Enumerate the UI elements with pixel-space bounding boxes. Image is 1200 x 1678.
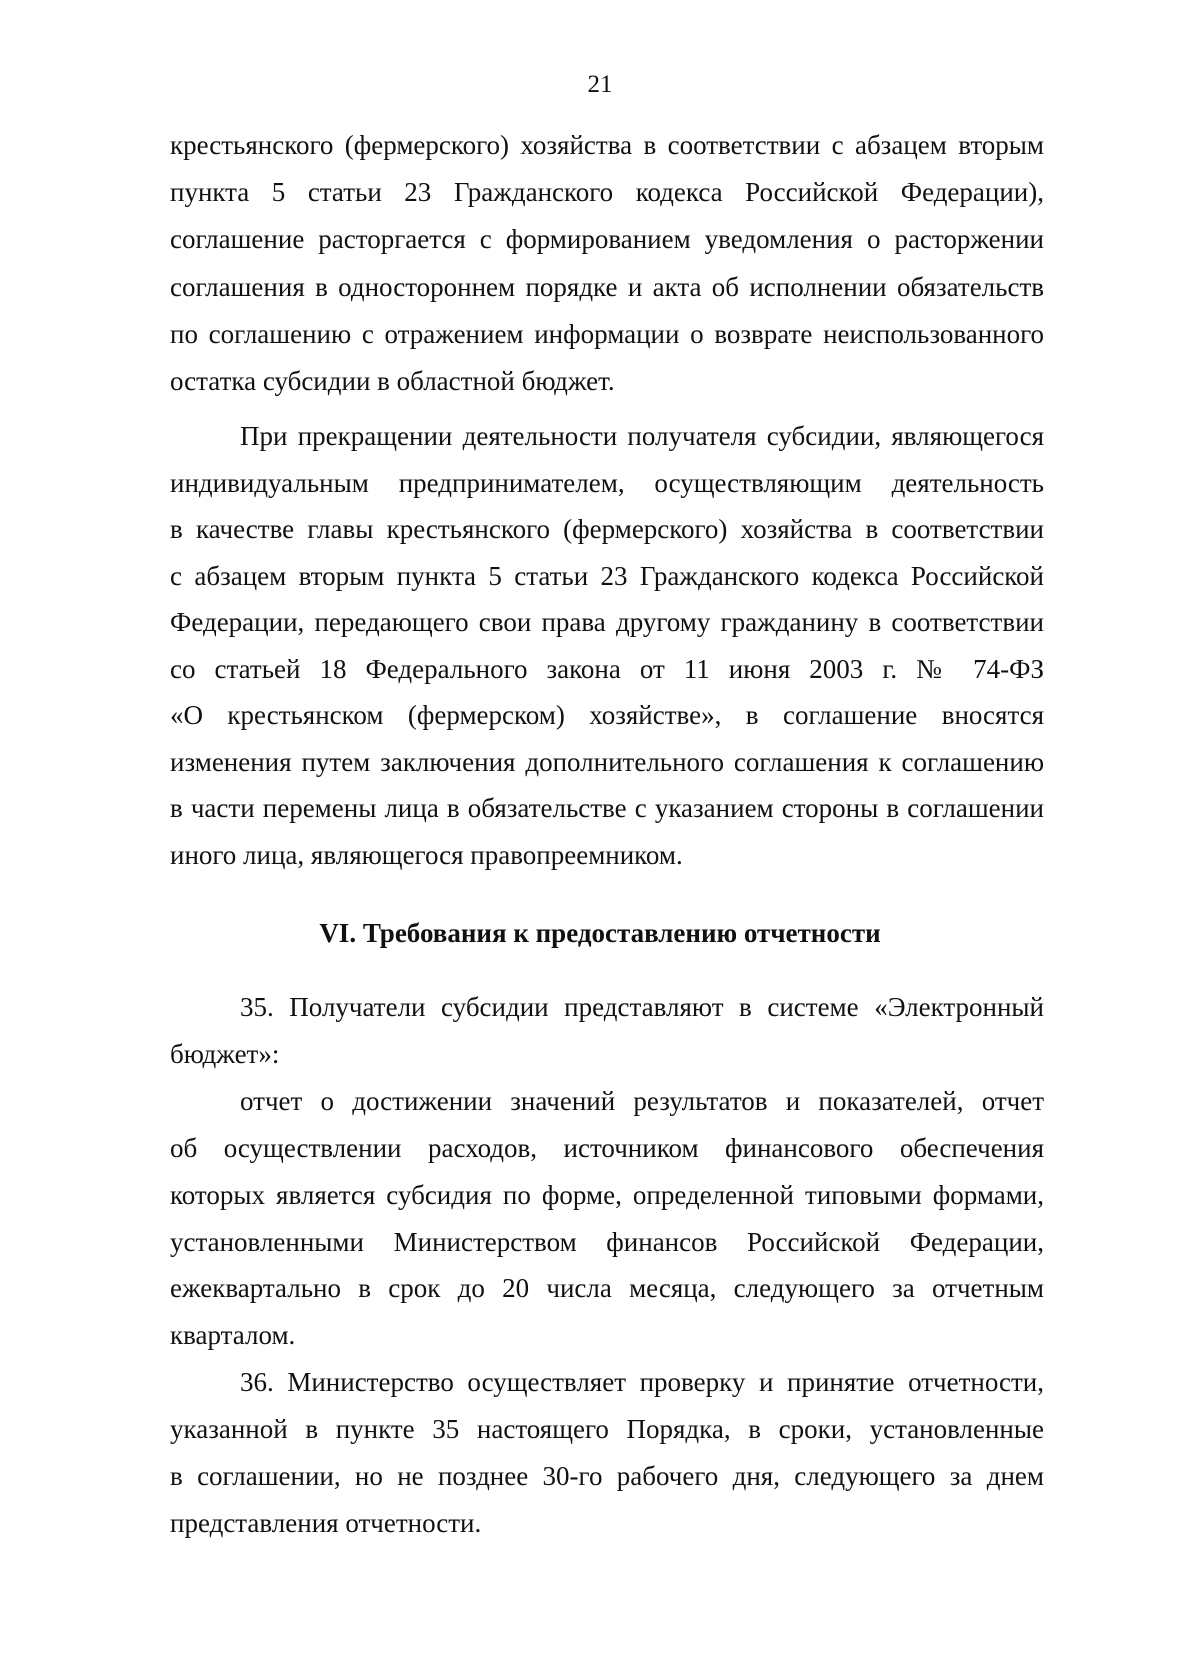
text-line: представления отчетности.: [170, 1507, 482, 1538]
text-line: бюджет»:: [170, 1038, 280, 1069]
text-line: кварталом.: [170, 1320, 296, 1351]
text-line: 36. Министерство осуществляет проверку и принятие отчетности,: [240, 1367, 1044, 1398]
text-line: индивидуальным предпринимателем, осуществляющим деятельность: [170, 467, 1044, 498]
text-line: установленными Министерством финансов Российской Федерации,: [170, 1226, 1044, 1257]
text-line: иного лица, являющегося правопреемником.: [170, 839, 683, 870]
section-body: [170, 984, 1044, 1547]
paragraph-termination: [170, 413, 1044, 878]
text-line: об осуществлении расходов, источником финансового обеспечения: [170, 1132, 1044, 1163]
text-line: При прекращении деятельности получателя субсидии, являющегося: [240, 421, 1044, 451]
text-line: крестьянского (фермерского) хозяйства в соответствии с абзацем вторым: [170, 130, 1044, 160]
text-line: соглашение расторгается с формированием уведомления о расторжении: [170, 224, 1044, 255]
text-line: Федерации, передающего свои права другому гражданину в соответствии: [170, 607, 1044, 637]
text-line: отчет о достижении значений результатов и показателей, отчет: [240, 1085, 1044, 1116]
text-line: по соглашению с отражением информации о возврате неиспользованного: [170, 318, 1044, 349]
text-line: остатка субсидии в областной бюджет.: [170, 366, 615, 397]
section-heading: VI. Требования к предоставлению отчетности: [319, 918, 881, 948]
page-number: 21: [587, 71, 613, 98]
text-line: соглашения в одностороннем порядке и акта об исполнении обязательств: [170, 271, 1044, 302]
text-line: 35. Получатели субсидии представляют в системе «Электронный: [240, 992, 1044, 1022]
text-line: в соглашении, но не позднее 30-го рабочего дня, следующего за днем: [170, 1461, 1044, 1492]
text-line: ежеквартально в срок до 20 числа месяца, следующего за отчетным: [170, 1273, 1044, 1304]
text-line: пункта 5 статьи 23 Гражданского кодекса Российской Федерации),: [170, 177, 1044, 208]
text-line: изменения путем заключения дополнительного соглашения к соглашению: [170, 746, 1044, 777]
text-line: которых является субсидия по форме, определенной типовыми формами,: [170, 1179, 1044, 1210]
text-line: в части перемены лица в обязательстве с указанием стороны в соглашении: [170, 793, 1044, 823]
text-line: с абзацем вторым пункта 5 статьи 23 Гражданского кодекса Российской: [170, 560, 1044, 591]
paragraph-continuation: [170, 122, 1044, 405]
text-line: со статьей 18 Федерального закона от 11 июня 2003 г. № 74-ФЗ: [170, 653, 1044, 684]
text-line: в качестве главы крестьянского (фермерского) хозяйства в соответствии: [170, 514, 1044, 544]
text-line: указанной в пункте 35 настоящего Порядка, в сроки, установленные: [170, 1414, 1044, 1445]
text-line: «О крестьянском (фермерском) хозяйстве», в соглашение вносятся: [170, 700, 1044, 730]
